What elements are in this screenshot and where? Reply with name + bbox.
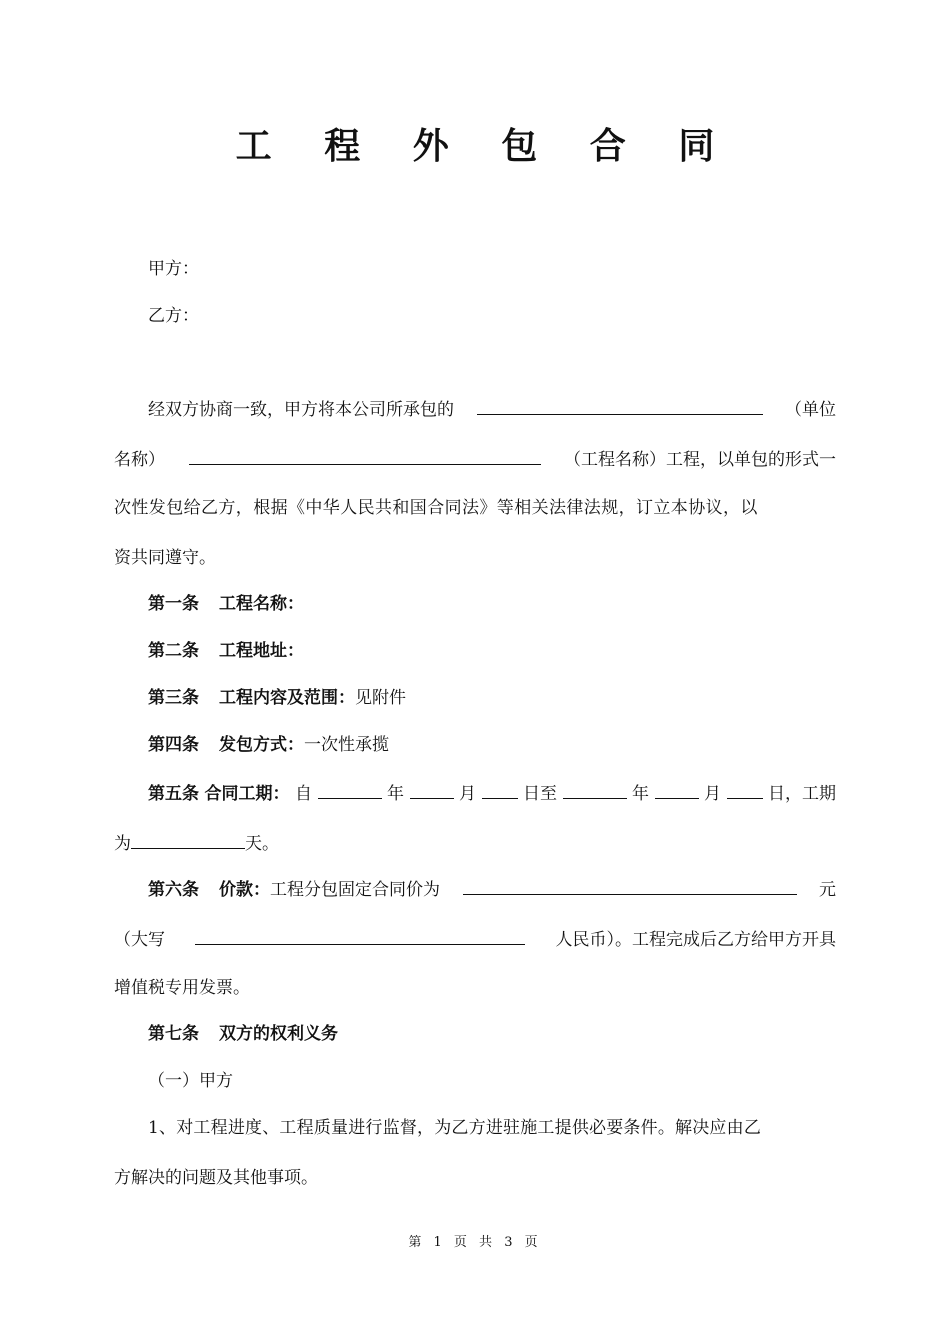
article-5-month-1: 月 <box>459 784 476 804</box>
article-7 <box>148 1022 836 1046</box>
article-4-label: 第四条 <box>148 735 199 755</box>
intro-line-3: 次性发包给乙方，根据《中华人民共和国合同法》等相关法律法规，订立本协议，以 <box>114 498 758 518</box>
intro-line-2 <box>114 446 836 472</box>
article-5-year-2: 年 <box>632 784 649 804</box>
party-a-line: 甲方： <box>148 259 199 279</box>
article-4 <box>148 733 836 757</box>
article-6-text: 工程分包固定合同价为 <box>270 880 440 900</box>
article-2 <box>148 639 836 663</box>
section-party-a: （一）甲方 <box>148 1071 233 1091</box>
article-5 <box>148 780 836 806</box>
article-5-month-2: 月 <box>704 784 721 804</box>
article-5-day-end: 日，工期 <box>768 784 836 804</box>
start-year-blank <box>318 780 382 799</box>
intro-text-1a: 经双方协商一致，甲方将本公司所承包的 <box>148 400 454 420</box>
article-2-label: 第二条 <box>148 641 199 661</box>
article-3-label: 第三条 <box>148 688 199 708</box>
intro-text-2b: （工程名称）工程，以单包的形式一 <box>564 450 836 470</box>
article-1-title: 工程名称： <box>219 594 304 614</box>
article-4-title: 发包方式： <box>219 735 304 755</box>
article-5-year-1: 年 <box>387 784 404 804</box>
article-5-day-to: 日至 <box>523 784 557 804</box>
intro-text-2a: 名称） <box>114 450 165 470</box>
intro-line-4: 资共同遵守。 <box>114 548 216 568</box>
article-6-title: 价款： <box>219 880 270 900</box>
intro-line-1 <box>148 396 836 422</box>
article-6-rmb: 人民币）。工程完成后乙方给甲方开具 <box>555 930 836 950</box>
item-1-line-1: 1、对工程进度、工程质量进行监督，为乙方进驻施工提供必要条件。解决应由乙 <box>148 1118 762 1138</box>
project-name-blank <box>189 446 541 465</box>
end-day-blank <box>727 780 763 799</box>
document-title: 工 程 外 包 合 同 <box>235 126 735 167</box>
article-4-value: 一次性承揽 <box>304 735 389 755</box>
end-year-blank <box>563 780 627 799</box>
article-3-title: 工程内容及范围： <box>219 688 355 708</box>
duration-blank <box>131 830 245 849</box>
article-1 <box>148 592 836 616</box>
article-5-label: 第五条 <box>148 784 199 804</box>
article-5-for: 为 <box>114 834 131 854</box>
article-5-line-2 <box>114 830 836 856</box>
article-6-capital: （大写 <box>114 930 165 950</box>
article-7-label: 第七条 <box>148 1024 199 1044</box>
price-capital-blank <box>195 926 525 945</box>
article-6-line-2 <box>114 926 836 952</box>
article-6 <box>148 876 836 902</box>
article-6-label: 第六条 <box>148 880 199 900</box>
article-3 <box>148 686 836 710</box>
item-1-line-2: 方解决的问题及其他事项。 <box>114 1168 318 1188</box>
article-2-title: 工程地址： <box>219 641 304 661</box>
article-5-title: 合同工期： <box>204 784 290 804</box>
article-6-line-3: 增值税专用发票。 <box>114 978 250 998</box>
price-blank <box>463 876 797 895</box>
page-footer: 第 1 页 共 3 页 <box>408 1235 542 1250</box>
article-3-value: 见附件 <box>355 688 406 708</box>
start-day-blank <box>482 780 518 799</box>
article-7-title: 双方的权利义务 <box>219 1024 338 1044</box>
article-1-label: 第一条 <box>148 594 199 614</box>
end-month-blank <box>655 780 699 799</box>
intro-text-1b: （单位 <box>785 400 836 420</box>
article-6-unit: 元 <box>819 880 836 900</box>
article-5-days: 天。 <box>245 834 279 854</box>
article-5-from: 自 <box>295 784 312 804</box>
start-month-blank <box>410 780 454 799</box>
unit-name-blank <box>477 396 763 415</box>
party-b-line: 乙方： <box>148 306 199 326</box>
